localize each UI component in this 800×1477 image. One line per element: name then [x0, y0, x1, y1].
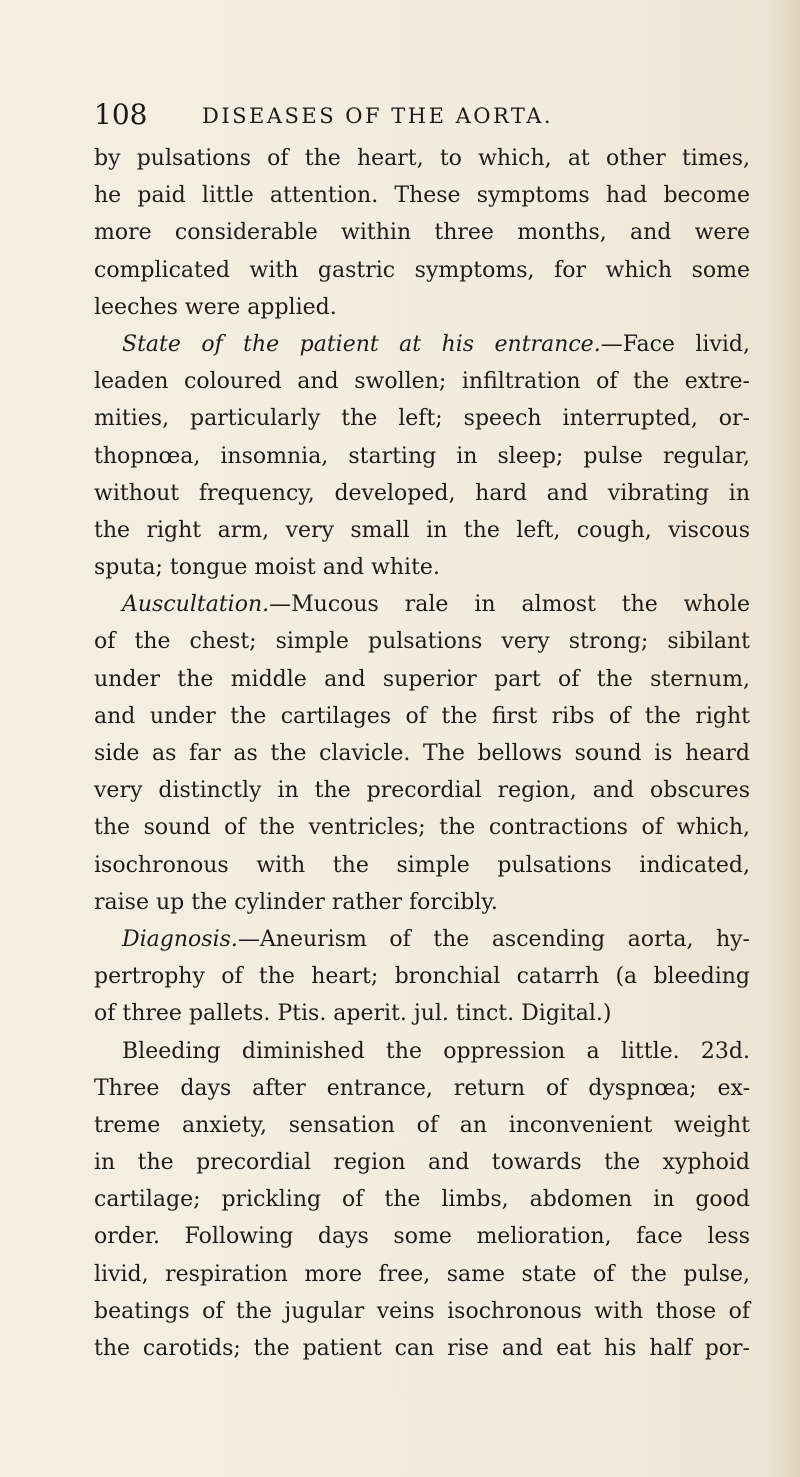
- text-line: [94, 1033, 750, 1070]
- text-line: [94, 661, 750, 698]
- text-line: [94, 475, 750, 512]
- line-text: of the chest; simple pulsations very strong; sibilant: [94, 629, 750, 655]
- line-text: of three pallets. Ptis. aperit. jul. tinct. Digital.): [94, 1001, 612, 1027]
- line-text: without frequency, developed, hard and vibrating in: [94, 480, 750, 506]
- text-line: [94, 1181, 750, 1218]
- text-line: [94, 623, 750, 660]
- text-line: [94, 214, 750, 251]
- line-text: leaden coloured and swollen; infiltration of the extre-: [94, 369, 750, 395]
- text-line: [94, 177, 750, 214]
- line-text: pertrophy of the heart; bronchial catarrh (a bleeding: [94, 964, 750, 990]
- line-text: leeches were applied.: [94, 294, 337, 320]
- text-line: [94, 958, 750, 995]
- text-line: [94, 809, 750, 846]
- line-text: in the precordial region and towards the xyphoid: [94, 1150, 750, 1176]
- line-text: sputa; tongue moist and white.: [94, 555, 440, 581]
- line-text: complicated with gastric symptoms, for which some: [94, 257, 750, 283]
- line-text: very distinctly in the precordial region, and obscures: [94, 778, 750, 804]
- line-text: isochronous with the simple pulsations indicated,: [94, 852, 750, 878]
- line-text: by pulsations of the heart, to which, at other times,: [94, 146, 750, 171]
- text-line: [94, 847, 750, 884]
- line-text: more considerable within three months, and were: [94, 220, 750, 246]
- line-text: under the middle and superior part of the sternum,: [94, 666, 750, 692]
- body-text: [94, 140, 750, 1367]
- line-text: the right arm, very small in the left, cough, viscous: [94, 517, 750, 543]
- text-line: [94, 1293, 750, 1330]
- text-line: [94, 698, 750, 735]
- line-text: —Face livid,: [600, 331, 750, 357]
- line-text: cartilage; prickling of the limbs, abdomen in good: [94, 1187, 750, 1213]
- text-line: [94, 289, 750, 326]
- line-text: the carotids; the patient can rise and eat his half por-: [94, 1336, 750, 1361]
- text-line: [94, 995, 750, 1032]
- line-text: Three days after entrance, return of dyspnœa; ex-: [94, 1075, 750, 1101]
- line-text: order. Following days some melioration, face less: [94, 1224, 750, 1250]
- text-line: [94, 1107, 750, 1144]
- text-line: [94, 1218, 750, 1255]
- text-line: [94, 1330, 750, 1367]
- text-line: [94, 549, 750, 586]
- text-line: [94, 1144, 750, 1181]
- text-line: [94, 884, 750, 921]
- text-line: [94, 363, 750, 400]
- line-text: side as far as the clavicle. The bellows sound is heard: [94, 741, 750, 766]
- section-heading: Auscultation.: [122, 592, 270, 618]
- line-text: he paid little attention. These symptoms had become: [94, 183, 750, 209]
- line-text: —Mucous rale in almost the whole: [269, 592, 750, 618]
- line-text: Bleeding diminished the oppression a little. 23d.: [122, 1038, 750, 1064]
- text-line: [94, 735, 750, 772]
- line-text: the sound of the ventricles; the contractions of which,: [94, 815, 750, 841]
- text-line: [94, 326, 750, 363]
- text-line: [94, 252, 750, 289]
- line-text: —Aneurism of the ascending aorta, hy-: [237, 926, 750, 952]
- text-line: [94, 1256, 750, 1293]
- line-text: treme anxiety, sensation of an inconvenient weight: [94, 1112, 750, 1138]
- line-text: beatings of the jugular veins isochronous with those of: [94, 1298, 750, 1324]
- text-line: [94, 438, 750, 475]
- line-text: mities, particularly the left; speech interrupted, or-: [94, 406, 750, 432]
- line-text: and under the cartilages of the first ribs of the right: [94, 703, 750, 729]
- section-heading: State of the patient at his entrance.: [122, 331, 601, 357]
- line-text: livid, respiration more free, same state of the pulse,: [94, 1261, 750, 1287]
- page-number: 108: [94, 98, 148, 131]
- text-line: [94, 772, 750, 809]
- text-line: [94, 586, 750, 623]
- text-line: [94, 512, 750, 549]
- text-line: [94, 1070, 750, 1107]
- text-line: [94, 921, 750, 958]
- running-head: DISEASES OF THE AORTA.: [202, 104, 554, 128]
- line-text: raise up the cylinder rather forcibly.: [94, 889, 498, 915]
- page-header: [94, 96, 754, 136]
- line-text: thopnœa, insomnia, starting in sleep; pulse regular,: [94, 443, 750, 469]
- section-heading: Diagnosis.: [122, 926, 238, 952]
- text-line: [94, 400, 750, 437]
- text-line: [94, 140, 750, 177]
